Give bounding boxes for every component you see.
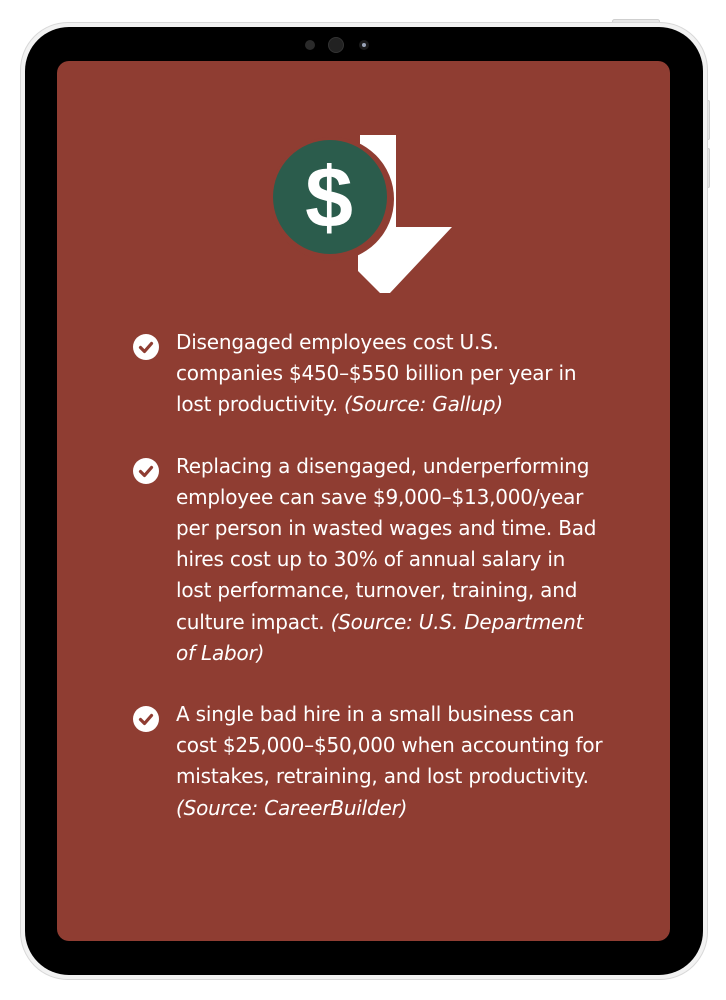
fact-source: (Source: Gallup) <box>344 392 503 417</box>
front-camera-icon <box>328 37 344 53</box>
camera-lens-icon <box>359 40 369 50</box>
fact-text: A single bad hire in a small business can cost $25,000–$50,000 when accounting for mistakes, retraining, and lost productivity. <box>176 702 603 789</box>
fact-text-block <box>176 327 603 421</box>
list-item <box>133 699 603 824</box>
fact-text: Disengaged employees cost U.S. companies $450–$550 billion per year in lost productivity. <box>176 330 577 417</box>
check-circle-icon <box>133 458 159 484</box>
dollar-down-arrow-icon <box>272 133 457 295</box>
tablet-screen <box>57 61 670 941</box>
fact-source: (Source: CareerBuilder) <box>176 795 408 820</box>
dollar-sign: $ <box>305 150 353 246</box>
fact-source: (Source: U.S. Department of Labor) <box>176 609 584 665</box>
check-circle-icon <box>133 706 159 732</box>
check-circle-icon <box>133 334 159 360</box>
fact-text: Replacing a disengaged, underperforming employee can save $9,000–$13,000/year per person in wasted wages and time. Bad hires cost up to 30% of annual salary in lost performance, turnover, training, and culture impact. <box>176 453 597 634</box>
fact-text-block <box>176 699 603 824</box>
fact-list <box>133 327 603 854</box>
fact-text-block <box>176 451 603 669</box>
list-item <box>133 327 603 421</box>
list-item <box>133 451 603 669</box>
sensor-dot <box>305 40 315 50</box>
